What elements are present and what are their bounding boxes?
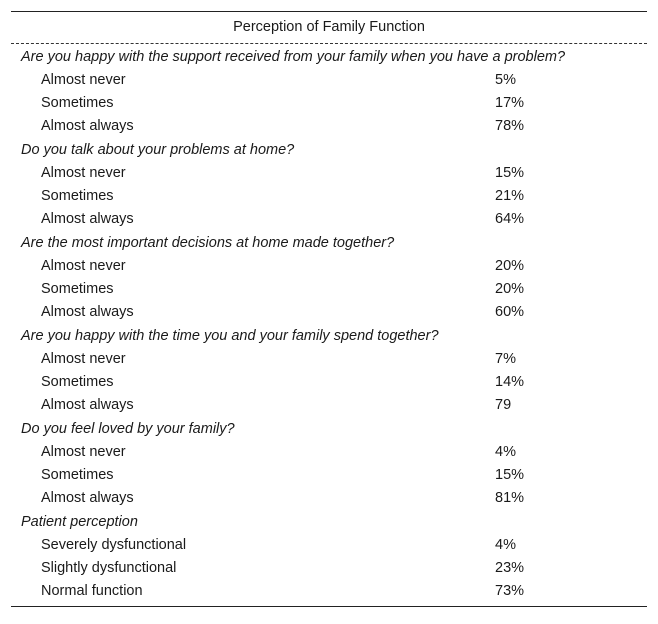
response-percentage: 60% <box>495 304 525 320</box>
response-label: Sometimes <box>41 95 114 111</box>
table-row <box>11 580 647 603</box>
table-row <box>11 185 647 208</box>
response-percentage: 64% <box>495 211 525 227</box>
response-label: Almost always <box>41 118 134 134</box>
table-row <box>11 441 647 464</box>
response-percentage: 15% <box>495 165 525 181</box>
response-percentage: 23% <box>495 560 525 576</box>
question-label: Are you happy with the time you and your family spend together? <box>21 328 439 344</box>
response-label: Slightly dysfunctional <box>41 560 177 576</box>
question-section <box>11 45 647 138</box>
table-header <box>11 12 647 44</box>
table-body <box>11 44 647 606</box>
response-percentage: 79 <box>495 397 512 413</box>
table-row <box>11 534 647 557</box>
response-label: Almost never <box>41 258 126 274</box>
question-section <box>11 324 647 417</box>
response-label: Almost never <box>41 444 126 460</box>
family-function-table <box>11 11 647 607</box>
question-label: Are the most important decisions at home made together? <box>21 235 395 251</box>
table-row <box>11 208 647 231</box>
question-label: Do you feel loved by your family? <box>21 421 235 437</box>
table-row <box>11 464 647 487</box>
response-label: Almost always <box>41 397 134 413</box>
table-row <box>11 557 647 580</box>
table-row <box>11 348 647 371</box>
question-label: Do you talk about your problems at home? <box>21 142 295 158</box>
response-label: Almost never <box>41 351 126 367</box>
table-row <box>11 487 647 510</box>
response-label: Almost always <box>41 211 134 227</box>
table-row <box>11 162 647 185</box>
response-label: Sometimes <box>41 281 114 297</box>
response-percentage: 17% <box>495 95 525 111</box>
response-percentage: 20% <box>495 281 525 297</box>
response-percentage: 15% <box>495 467 525 483</box>
response-percentage: 78% <box>495 118 525 134</box>
table-row <box>11 115 647 138</box>
response-label: Almost always <box>41 490 134 506</box>
table-bottom-rule <box>11 606 647 607</box>
response-label: Sometimes <box>41 374 114 390</box>
question-label: Patient perception <box>21 514 138 530</box>
table-row <box>11 69 647 92</box>
response-label: Normal function <box>41 583 143 599</box>
response-label: Sometimes <box>41 188 114 204</box>
response-percentage: 20% <box>495 258 525 274</box>
response-percentage: 5% <box>495 72 516 88</box>
response-label: Severely dysfunctional <box>41 537 187 553</box>
table-row <box>11 278 647 301</box>
response-label: Sometimes <box>41 467 114 483</box>
question-label: Are you happy with the support received from your family when you have a problem? <box>21 49 566 65</box>
response-percentage: 81% <box>495 490 525 506</box>
response-label: Almost always <box>41 304 134 320</box>
response-percentage: 7% <box>495 351 516 367</box>
question-section <box>11 231 647 324</box>
table-row <box>11 255 647 278</box>
response-percentage: 4% <box>495 537 516 553</box>
response-percentage: 21% <box>495 188 525 204</box>
question-section <box>11 138 647 231</box>
table-title: Perception of Family Function <box>233 19 425 35</box>
table-row <box>11 371 647 394</box>
response-percentage: 4% <box>495 444 516 460</box>
table-row <box>11 394 647 417</box>
table-row <box>11 92 647 115</box>
table-row <box>11 301 647 324</box>
response-percentage: 73% <box>495 583 525 599</box>
response-label: Almost never <box>41 72 126 88</box>
response-percentage: 14% <box>495 374 525 390</box>
question-section <box>11 417 647 510</box>
response-label: Almost never <box>41 165 126 181</box>
question-section <box>11 510 647 603</box>
